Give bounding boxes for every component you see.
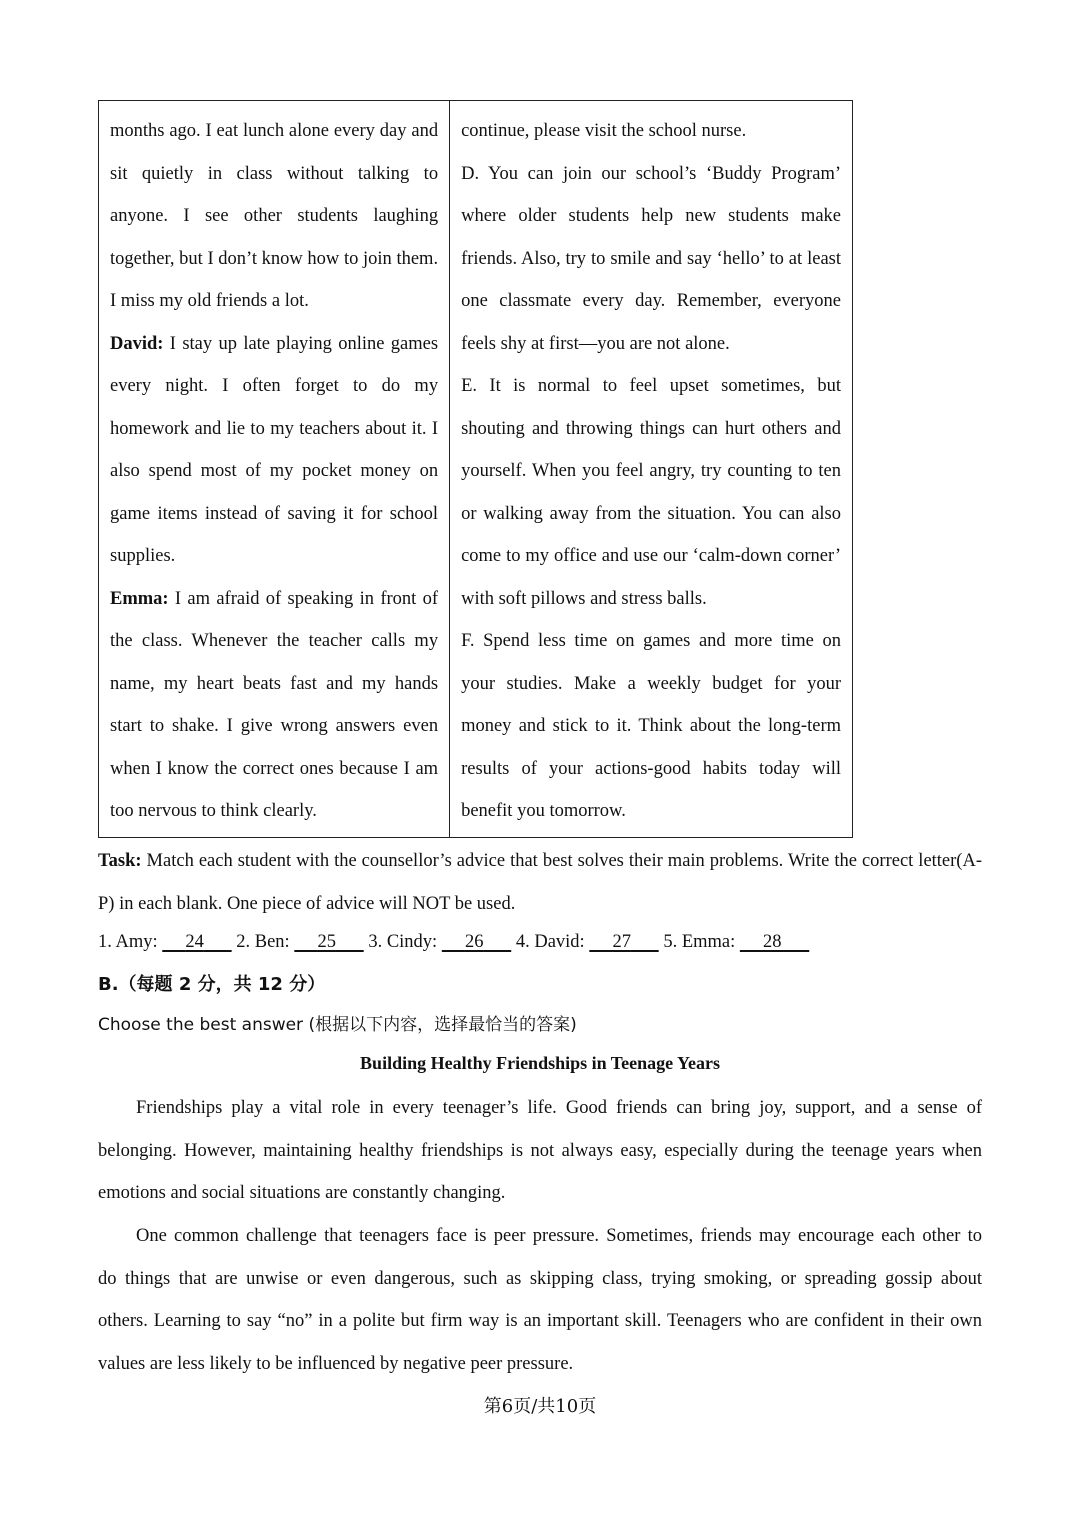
advice-text: benefit you tomorrow. [461,801,626,821]
advice-text: friends. Also, try to smile and say ‘hello’ to at least [461,248,841,269]
problem-text: every night. I often forget to do my [110,376,439,396]
passage-title: Building Healthy Friendships in Teenage Years [360,1053,720,1073]
answer-item [659,932,810,952]
answer-item [511,932,658,952]
advice-text: continue, please visit the school nurse. [461,121,747,141]
page-number: 第6页/共10页 [483,1396,597,1417]
problem-text: too nervous to think clearly. [110,801,317,821]
problem-text: also spend most of my pocket money on [110,461,439,481]
problem-text: I stay up late playing online games [163,333,439,354]
problem-line [110,670,438,713]
answer-blank[interactable]: 28 [763,932,782,952]
advice-line [461,585,841,628]
advice-line [461,457,841,500]
task-text-1: Match each student with the counsellor’s advice that best solves their main problems. Write the correct letter(A- [141,851,982,871]
advice-line [461,627,841,670]
problem-text: supplies. [110,546,176,566]
passage-line: belonging. However, maintaining healthy friendships is not always easy, especially during the teenage years when [98,1140,982,1161]
problem-line [110,287,438,330]
advice-text: one classmate every day. Remember, everyone [461,291,841,311]
advice-line [461,415,841,458]
advice-text: E. It is normal to feel upset sometimes, but [461,376,841,396]
student-name: David: [110,333,164,354]
problem-line [110,160,438,203]
problem-line [110,202,438,245]
advice-line [461,755,841,798]
section-b-title: B.（每题 2 分，共 12 分） [98,974,326,995]
answer-item [232,932,364,952]
problem-text: the class. Whenever the teacher calls my [110,631,439,651]
problem-line [110,457,438,500]
task-instruction [98,847,982,932]
advice-text: F. Spend less time on games and more time on [461,631,841,651]
answer-item [364,932,512,952]
problem-line [110,372,438,415]
counsellor-advice-column [450,101,852,837]
problem-text: game items instead of saving it for school [110,503,439,524]
problem-text: sit quietly in class without talking to [110,163,439,184]
problem-text: months ago. I eat lunch alone every day and [110,121,439,141]
advice-text: results of your actions-good habits today will [461,758,841,779]
advice-table [98,100,853,838]
problem-line [110,627,438,670]
advice-text: or walking away from the situation. You can also [461,503,841,524]
problem-line [110,245,438,288]
advice-text: shouting and throwing things can hurt others and [461,418,841,439]
advice-line [461,202,841,245]
passage-line: One common challenge that teenagers face is peer pressure. Sometimes, friends may encourage each other to [136,1226,982,1246]
advice-line [461,542,841,585]
problem-line [110,330,438,373]
task-line-1 [98,847,982,890]
advice-text: yourself. When you feel angry, try counting to ten [461,461,841,481]
passage-paragraph-2 [98,1222,982,1392]
problem-line [110,712,438,755]
answer-blank[interactable]: 27 [612,932,631,952]
problem-text: homework and lie to my teachers about it. I [110,418,439,439]
problem-text: when I know the correct ones because I am [110,758,439,779]
advice-line [461,117,841,160]
advice-line [461,712,841,755]
passage-line: others. Learning to say “no” in a polite but firm way is an important skill. Teenagers who are confident in their own [98,1311,982,1331]
advice-text: feels shy at first—you are not alone. [461,333,730,354]
answer-blank[interactable]: 25 [317,932,336,952]
problem-text: name, my heart beats fast and my hands [110,673,439,694]
answer-label: 5. Emma: [658,932,740,952]
passage-line: do things that are unwise or even dangerous, such as skipping class, trying smoking, or spreading gossip about [98,1268,982,1289]
problem-line [110,500,438,543]
advice-line [461,330,841,373]
advice-text: with soft pillows and stress balls. [461,588,707,609]
task-line-2: P) in each blank. One piece of advice will NOT be used. [98,893,516,914]
answer-blank[interactable]: 26 [464,932,484,952]
answer-label: 2. Ben: [231,932,295,952]
answer-label: 1. Amy: [98,932,163,952]
problem-line [110,755,438,798]
problem-line [110,797,438,840]
advice-line [461,245,841,288]
problem-text: start to shake. I give wrong answers even [110,716,439,736]
advice-line [461,670,841,713]
advice-text: your studies. Make a weekly budget for your [461,673,841,694]
answer-blanks [98,932,982,953]
advice-line [461,500,841,543]
passage-line: emotions and social situations are constantly changing. [98,1183,506,1203]
student-problems-column [99,101,450,837]
answer-blank[interactable]: 24 [185,932,204,952]
advice-line [461,287,841,330]
answer-item [98,932,232,952]
task-label: Task: [98,851,142,871]
advice-text: money and stick to it. Think about the long-term [461,716,841,736]
advice-line [461,797,841,840]
problem-line [110,585,438,628]
advice-text: where older students help new students make [461,206,841,226]
problem-text: I am afraid of speaking in front of [168,588,439,609]
advice-text: come to my office and use our ‘calm-down corner’ [461,546,841,566]
passage-paragraph-1 [98,1094,982,1222]
answer-label: 4. David: [511,932,590,952]
problem-line [110,415,438,458]
section-b-instruction: Choose the best answer (根据以下内容，选择最恰当的答案) [98,1015,577,1035]
problem-text: I miss my old friends a lot. [110,291,309,311]
problem-text: together, but I don’t know how to join them. [110,248,439,269]
advice-line [461,160,841,203]
advice-line [461,372,841,415]
passage-line: values are less likely to be influenced by negative peer pressure. [98,1353,574,1374]
problem-text: anyone. I see other students laughing [110,206,439,226]
answer-label: 3. Cindy: [363,932,442,952]
student-name: Emma: [110,588,169,609]
problem-line [110,117,438,160]
problem-line [110,542,438,585]
passage-line: Friendships play a vital role in every teenager’s life. Good friends can bring joy, support, and a sense of [136,1098,982,1118]
advice-text: D. You can join our school’s ‘Buddy Program’ [461,163,841,184]
